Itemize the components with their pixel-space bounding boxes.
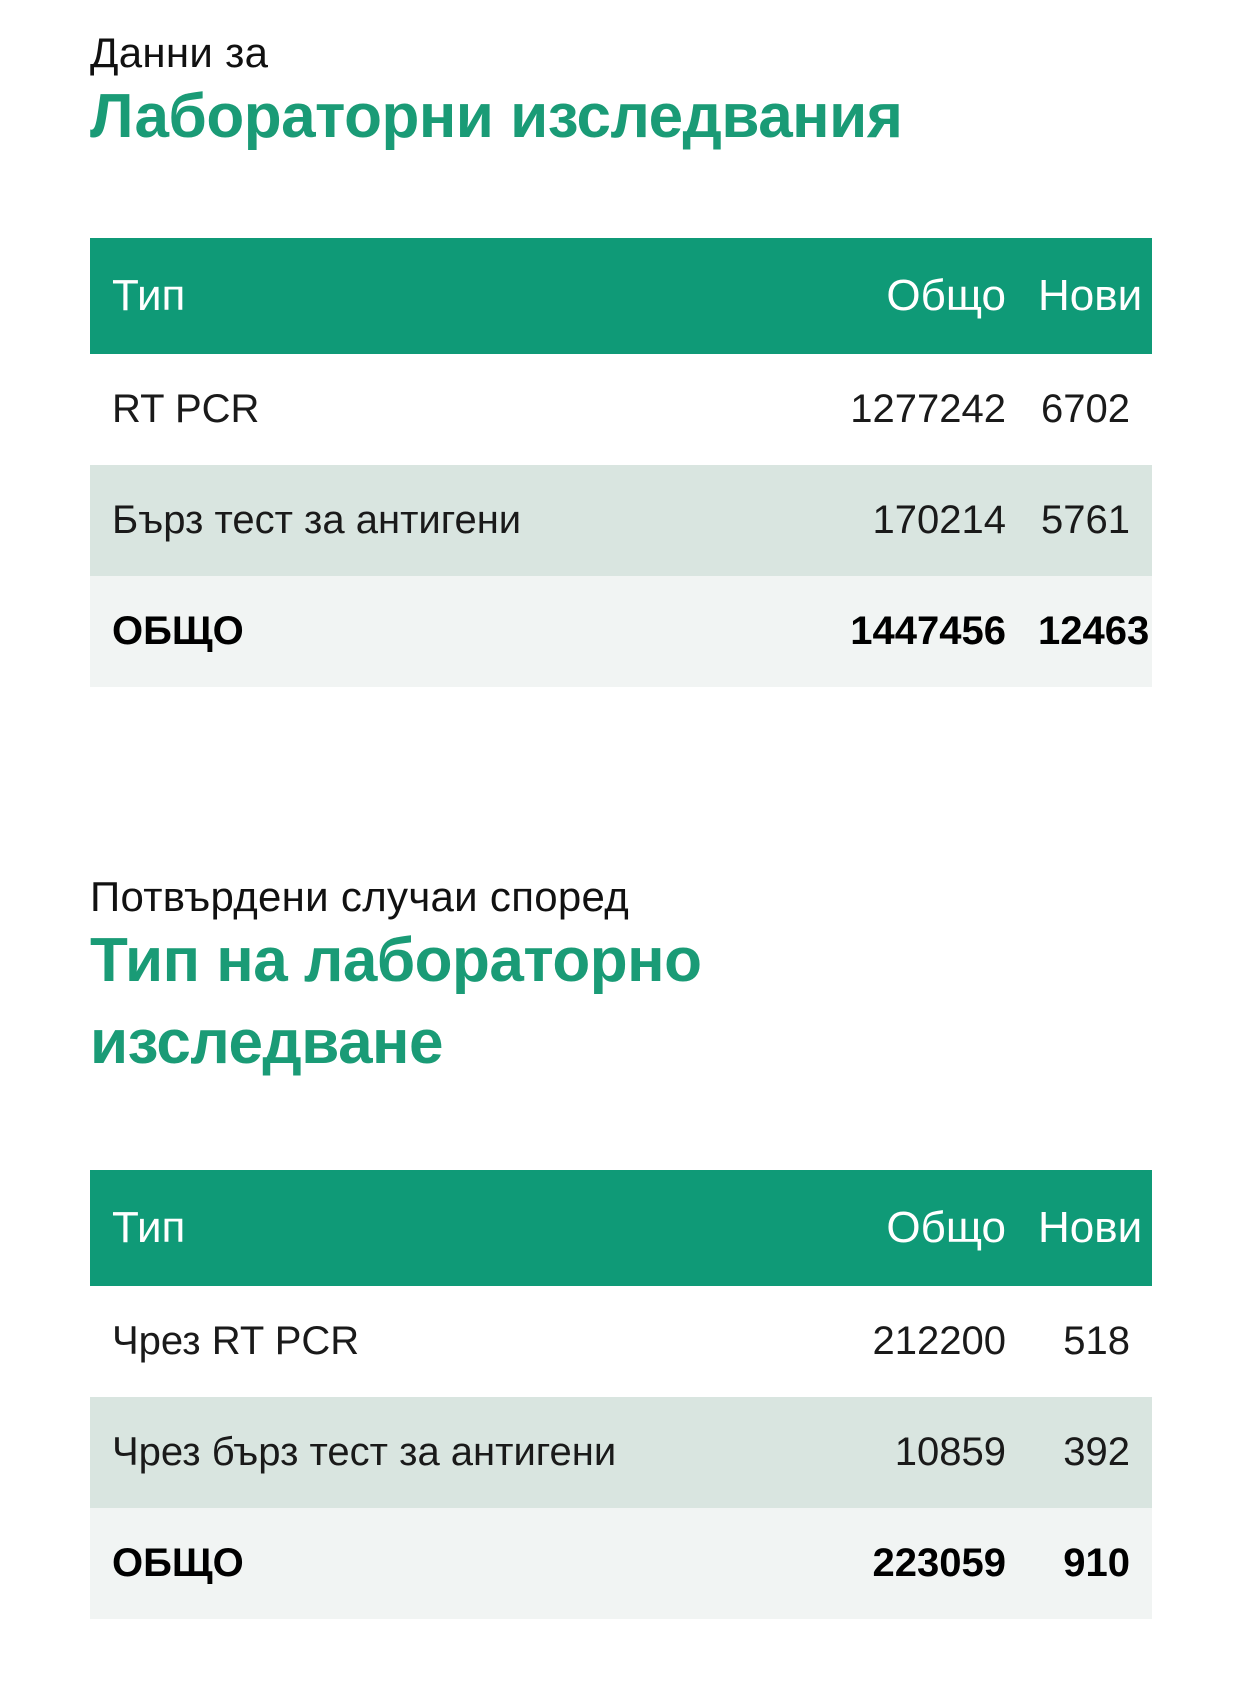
cell-type: RT PCR bbox=[112, 387, 260, 431]
cell-new: 12463 bbox=[1038, 609, 1150, 653]
column-header-total: Общо bbox=[886, 271, 1006, 320]
cell-total: 170214 bbox=[872, 498, 1006, 542]
cell-total: 1277242 bbox=[850, 387, 1006, 431]
column-header-total: Общо bbox=[886, 1203, 1006, 1252]
cell-new: 910 bbox=[1063, 1541, 1130, 1585]
table-row bbox=[90, 465, 1152, 576]
cell-type: Чрез RT PCR bbox=[112, 1319, 360, 1363]
section-heading bbox=[90, 920, 1152, 1084]
cell-type: Чрез бърз тест за антигени bbox=[112, 1430, 617, 1474]
lab-tests-section bbox=[90, 29, 1152, 653]
column-header-new: Нови bbox=[1038, 271, 1143, 320]
confirmed-cases-section bbox=[90, 873, 1152, 1585]
column-header-type: Тип bbox=[112, 271, 186, 320]
lab-tests-table bbox=[90, 238, 1152, 687]
section-kicker: Данни за bbox=[90, 29, 269, 76]
cell-total: 1447456 bbox=[850, 609, 1006, 653]
cell-type: ОБЩО bbox=[112, 609, 244, 653]
section-kicker: Потвърдени случаи според bbox=[90, 873, 630, 920]
cell-total: 10859 bbox=[894, 1430, 1006, 1474]
table-total-row bbox=[90, 576, 1152, 687]
table-row bbox=[90, 1397, 1152, 1508]
cell-total: 223059 bbox=[872, 1541, 1006, 1585]
table-header-row bbox=[90, 238, 1152, 354]
table-row bbox=[90, 1286, 1152, 1397]
cell-type: Бърз тест за антигени bbox=[112, 498, 522, 542]
section-heading: Лабораторни изследвания bbox=[90, 82, 903, 151]
column-header-type: Тип bbox=[112, 1203, 186, 1252]
cell-total: 212200 bbox=[872, 1319, 1006, 1363]
cell-new: 518 bbox=[1063, 1319, 1130, 1363]
table-row bbox=[90, 354, 1152, 465]
table-header-row bbox=[90, 1170, 1152, 1286]
cell-type: ОБЩО bbox=[112, 1541, 244, 1585]
cell-new: 6702 bbox=[1041, 387, 1130, 431]
cell-new: 5761 bbox=[1041, 498, 1130, 542]
table-total-row bbox=[90, 1508, 1152, 1619]
confirmed-cases-table bbox=[90, 1170, 1152, 1619]
section-heading-line: изследване bbox=[90, 1008, 443, 1077]
section-heading-line: Тип на лабораторно bbox=[90, 926, 702, 995]
column-header-new: Нови bbox=[1038, 1203, 1143, 1252]
cell-new: 392 bbox=[1063, 1430, 1130, 1474]
